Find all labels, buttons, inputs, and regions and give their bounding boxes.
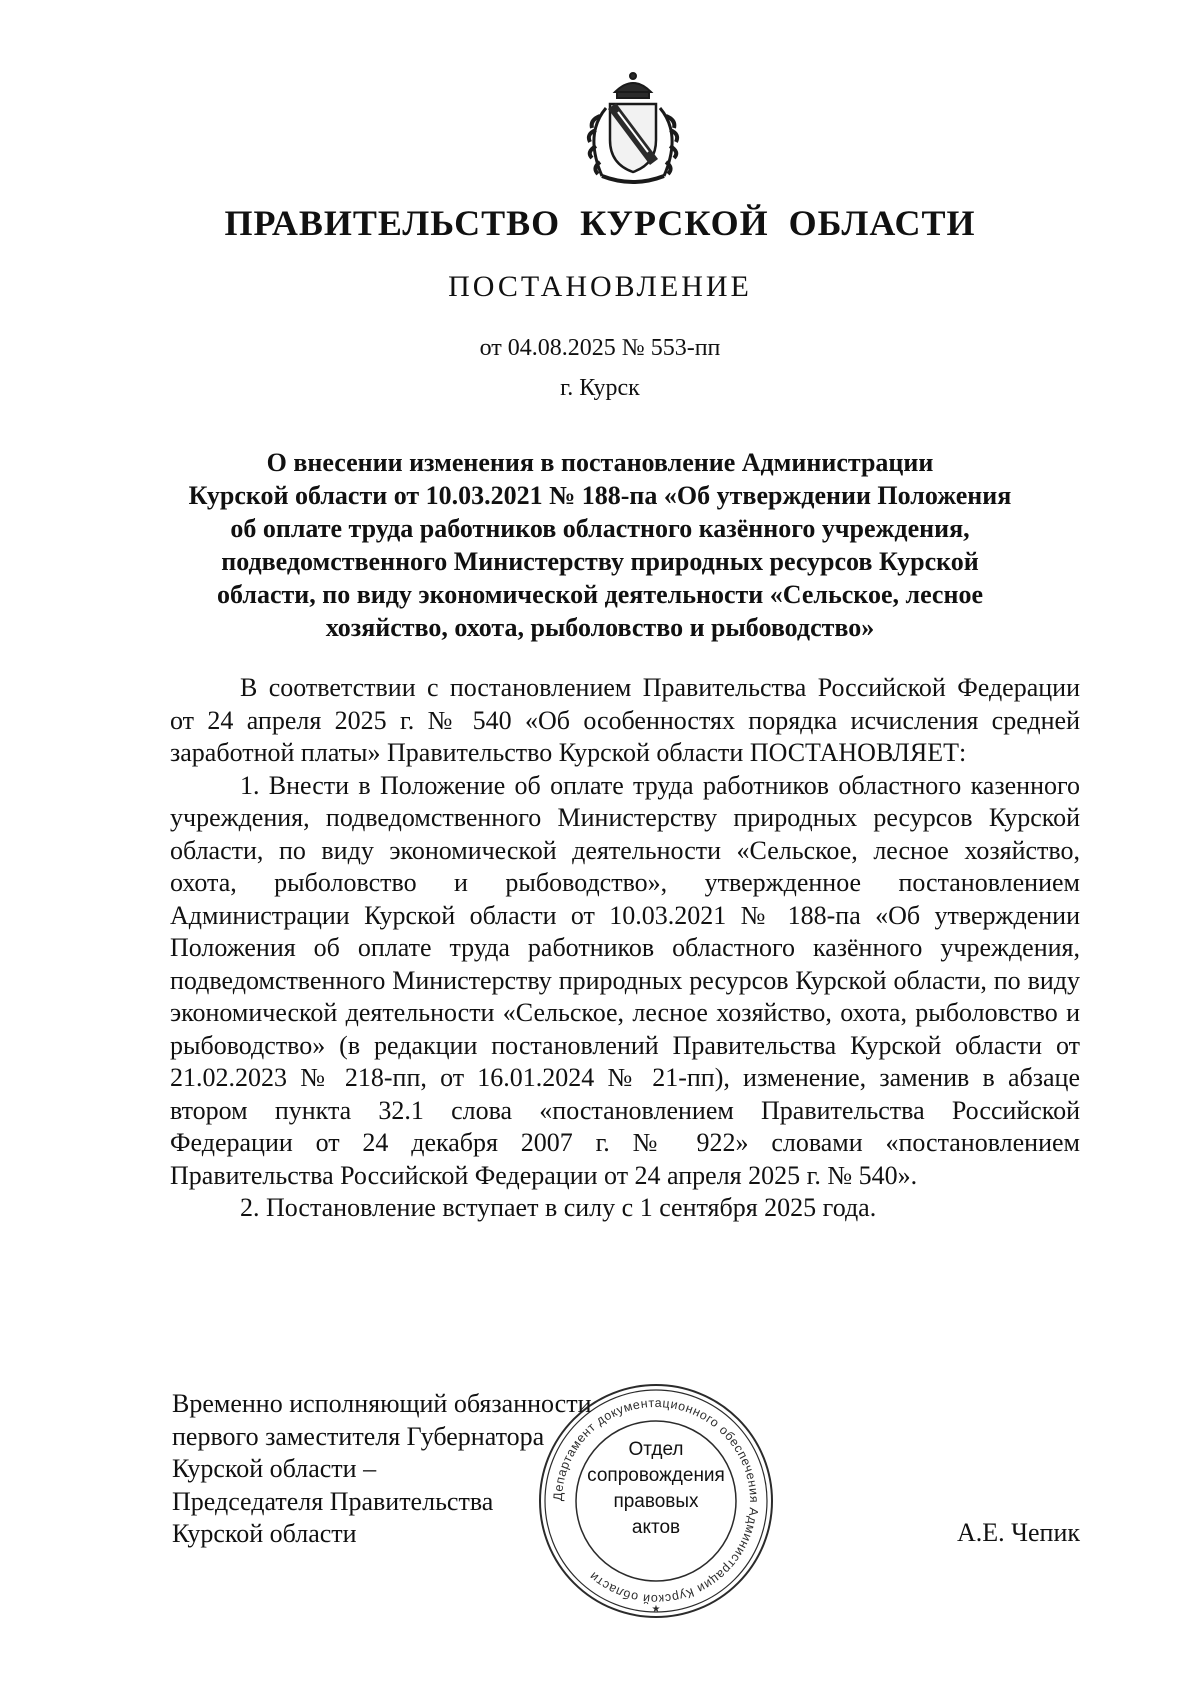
body-paragraph-item-1: 1. Внести в Положение об оплате труда работников областного казенного учреждения, подведомственного Министерству природных ресурсов Курской области, по виду экономической деятельности «Сельское, лесное хозяйство, охота, рыболовство и рыбоводство», утвержденное постановлением Администрации Курской области от 10.03.2021 № 188-па «Об утверждении Положения об оплате труда работников областного казённого учреждения, подведомственного Министерству природных ресурсов Курской области, по виду экономической деятельности «Сельское, лесное хозяйство, охота, рыболовство и рыбоводство» (в редакции постановлений Правительства Курской области от 21.02.2023 № 218-пп, от 16.01.2024 № 21-пп), изменение, заменив в абзаце втором пункта 32.1 слова «постановлением Правительства Российской Федерации от 24 декабря 2007 г. № 922» словами «постановлением Правительства Российской Федерации от 24 апреля 2025 г. № 540». [170,770,1080,1190]
document-subject [160,446,1040,644]
signatory-position-line: Председателя Правительства [172,1486,494,1516]
stamp-center-line: правовых [613,1491,699,1512]
body-paragraph-item-2: 2. Постановление вступает в силу с 1 сентября 2025 года. [240,1193,877,1222]
body-paragraph-preamble: В соответствии с постановлением Правительства Российской Федерации от 24 апреля 2025 г. № 540 «Об особенностях порядка исчисления средней заработной платы» Правительство Курской области ПОСТАНОВЛЯЕТ: [170,673,1080,767]
subject-line: хозяйство, охота, рыболовство и рыбоводство» [325,613,875,642]
organization-title: ПРАВИТЕЛЬСТВО КУРСКОЙ ОБЛАСТИ [224,203,976,243]
subject-line: Курской области от 10.03.2021 № 188-па «Об утверждении Положения [188,481,1012,510]
stamp-center-text [580,1437,732,1541]
document-body [170,672,1080,1225]
subject-line: области, по виду экономической деятельности «Сельское, лесное [217,580,983,609]
stamp-center-line: Отдел [628,1439,684,1460]
document-date-number: от 04.08.2025 № 553-пп [479,335,721,361]
stamp-center-line: сопровождения [587,1465,725,1486]
stamp-center-line: актов [631,1517,681,1538]
stamp-ring-text: Департамент документационного обеспечения Администрации Курской области [550,1395,762,1607]
document-type: ПОСТАНОВЛЕНИЕ [448,270,752,303]
document-city: г. Курск [560,375,640,401]
signatory-position [172,1388,592,1551]
subject-line: об оплате труда работников областного казённого учреждения, [230,514,970,543]
signatory-position-line: Временно исполняющий обязанности [172,1389,592,1418]
signatory-position-line: Курской области – [172,1454,377,1483]
signatory-position-line: Курской области [172,1519,357,1548]
subject-line: подведомственного Министерству природных ресурсов Курской [221,547,979,576]
subject-line: О внесении изменения в постановление Администрации [266,448,934,477]
coat-of-arms-icon [568,68,698,188]
signatory-position-line: первого заместителя Губернатора [172,1421,545,1451]
signatory-name: А.Е. Чепик [956,1518,1080,1547]
stamp-star-icon: ★ [651,1604,661,1615]
